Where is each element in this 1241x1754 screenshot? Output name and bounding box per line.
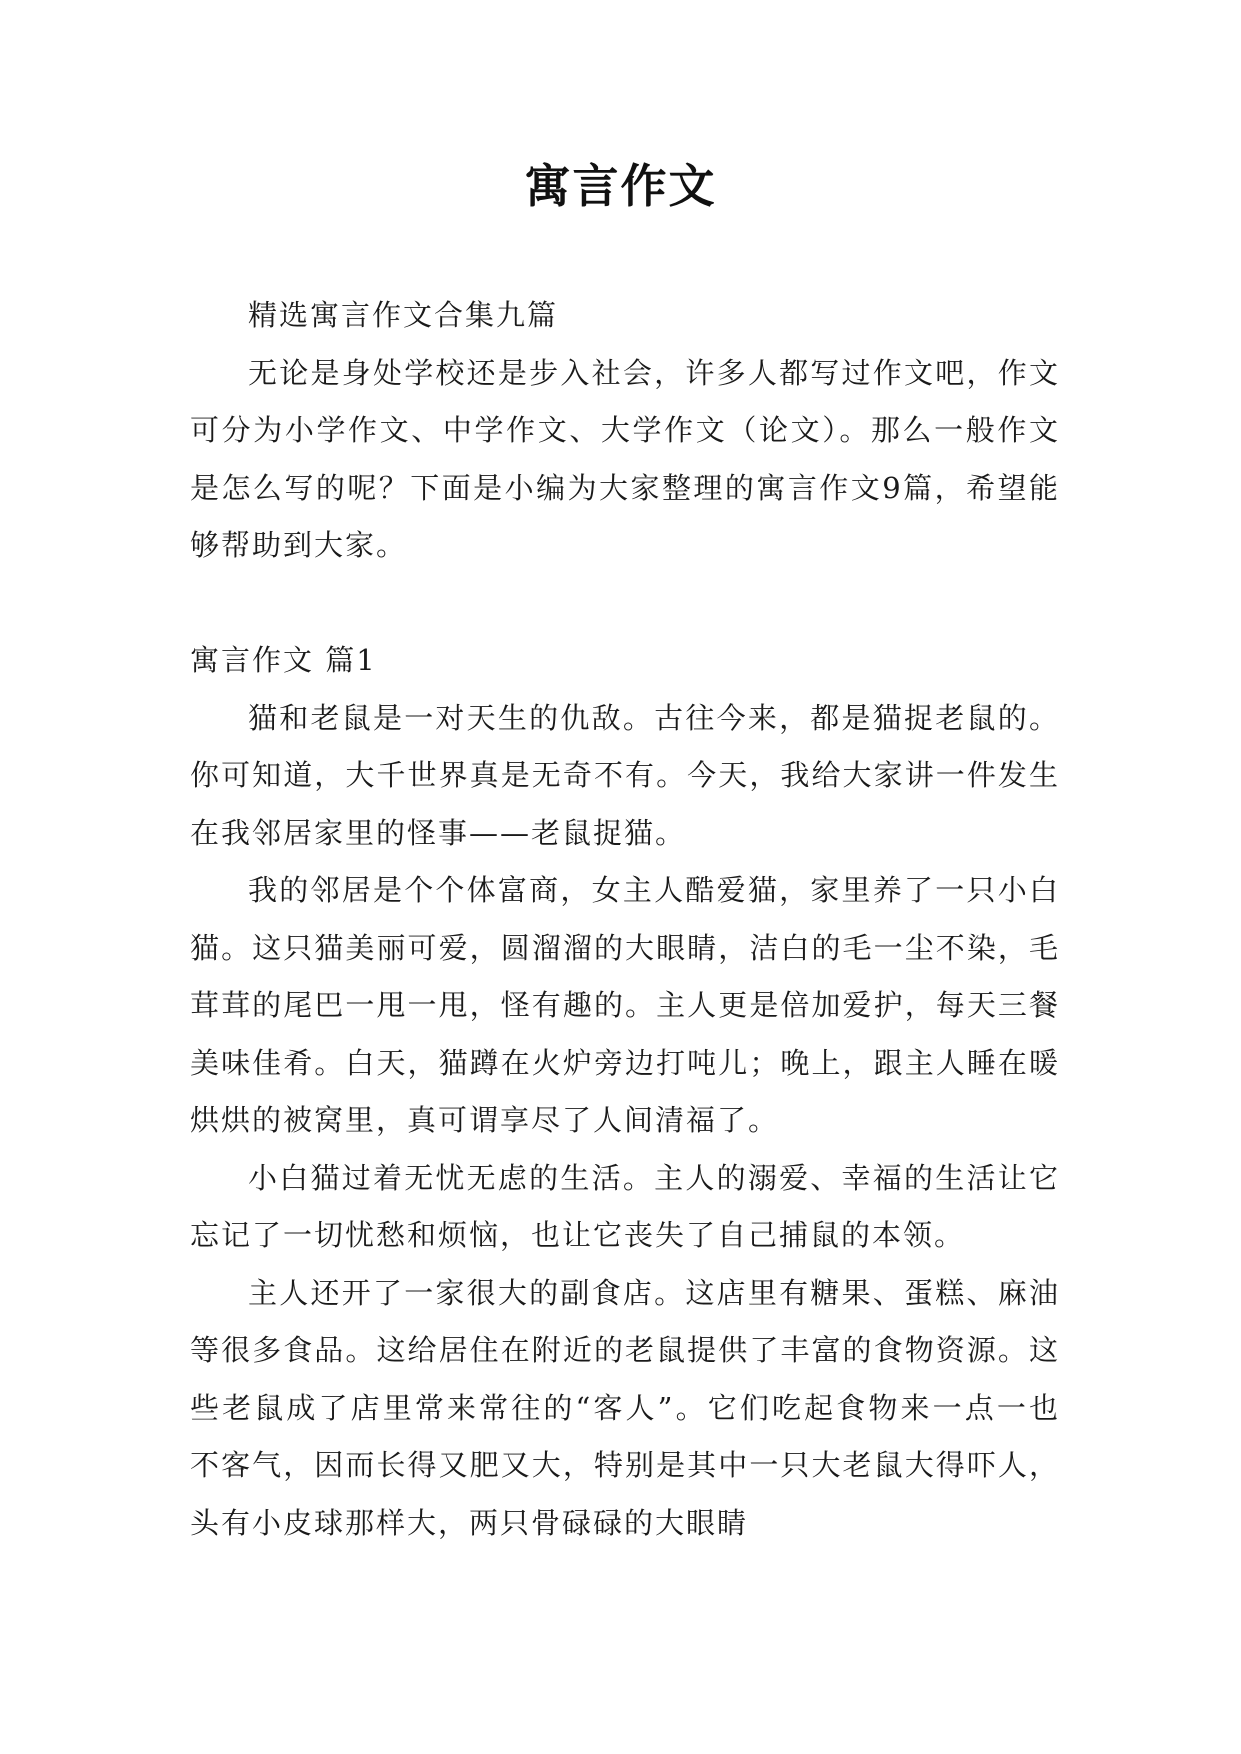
section-paragraph: 我的邻居是个个体富商，女主人酷爱猫，家里养了一只小白猫。这只猫美丽可爱，圆溜溜的大眼睛，洁白的毛一尘不染，毛茸茸的尾巴一甩一甩，怪有趣的。主人更是倍加爱护，每天三餐美味佳肴。白天，猫蹲在火炉旁边打吨儿；晚上，跟主人睡在暖烘烘的被窝里，真可谓享尽了人间清福了。: [190, 873, 1060, 1137]
section-gap: [190, 575, 1060, 633]
document-body: [190, 287, 1060, 1552]
section-paragraph: 猫和老鼠是一对天生的仇敌。古往今来，都是猫捉老鼠的。你可知道，大千世界真是无奇不有。今天，我给大家讲一件发生在我邻居家里的怪事——老鼠捉猫。: [190, 700, 1060, 850]
document-subtitle: 精选寓言作文合集九篇: [248, 298, 559, 332]
intro-paragraph: 无论是身处学校还是步入社会，许多人都写过作文吧，作文可分为小学作文、中学作文、大学作文（论文）。那么一般作文是怎么写的呢？下面是小编为大家整理的寓言作文9篇，希望能够帮助到大家。: [190, 355, 1060, 562]
section-heading: 寓言作文 篇1: [190, 643, 377, 677]
section-paragraph: 小白猫过着无忧无虑的生活。主人的溺爱、幸福的生活让它忘记了一切忧愁和烦恼，也让它丧失了自己捕鼠的本领。: [190, 1160, 1060, 1252]
section-paragraph: 主人还开了一家很大的副食店。这店里有糖果、蛋糕、麻油等很多食品。这给居住在附近的老鼠提供了丰富的食物资源。这些老鼠成了店里常来常往的“客人”。它们吃起食物来一点一也不客气，因而长得又肥又大，特别是其中一只大老鼠大得吓人，头有小皮球那样大，两只骨碌碌的大眼睛: [190, 1275, 1060, 1540]
document-title: 寓言作文: [524, 159, 717, 213]
